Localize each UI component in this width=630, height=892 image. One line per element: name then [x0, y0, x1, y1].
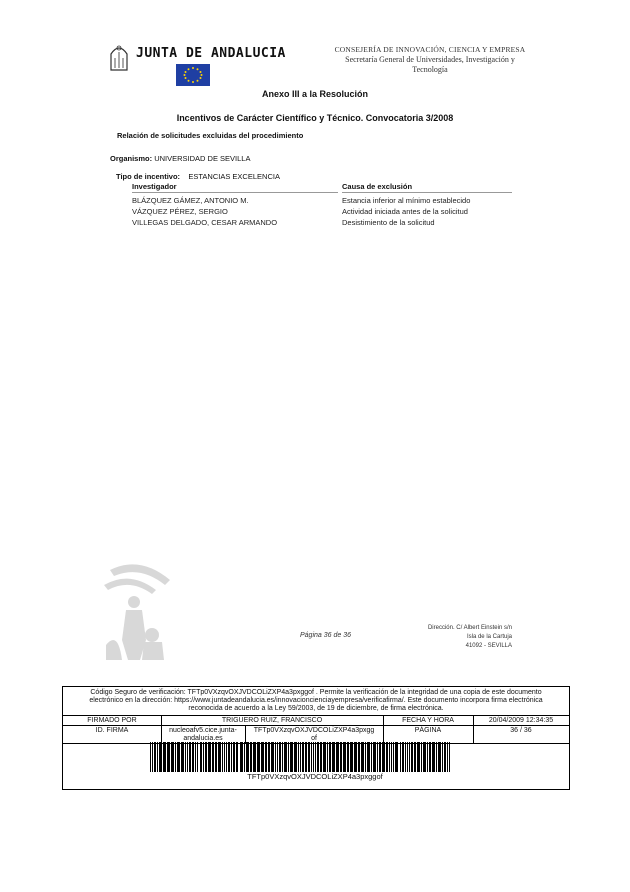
barcode-text: TFTp0VXzqvOXJVDCOLiZXP4a3pxggof	[247, 772, 383, 781]
annex-title: Anexo III a la Resolución	[261, 89, 369, 99]
divider	[132, 192, 338, 193]
secretaria-line1: Secretaría General de Universidades, Investigación y	[345, 55, 515, 64]
consejeria-block	[330, 45, 530, 75]
firmado-por-label: FIRMADO POR	[87, 717, 137, 724]
pagina-value: 36 / 36	[510, 727, 532, 734]
fecha-hora-value: 20/04/2009 12:34:35	[488, 717, 554, 724]
investigador-cell: VILLEGAS DELGADO, CESAR ARMANDO	[132, 218, 278, 227]
fecha-hora-label: FECHA Y HORA	[402, 717, 454, 724]
firmado-por-value: TRIGUERO RUIZ, FRANCISCO	[221, 717, 323, 724]
address-block	[420, 624, 512, 651]
id-firma-code-line1: TFTp0VXzqvOXJVDCOLiZXP4a3pxgg	[253, 727, 375, 734]
address-line1: Dirección. C/ Albert Einstein s/n	[427, 625, 512, 631]
tipo-incentivo-row	[116, 172, 280, 181]
table-row	[132, 207, 512, 218]
tipo-incentivo-label: Tipo de incentivo:	[116, 172, 181, 181]
table-row	[132, 218, 512, 229]
causa-cell: Estancia inferior al mínimo establecido	[342, 196, 471, 205]
divider	[342, 192, 512, 193]
verification-line2: electrónico en la dirección: https://www.juntadeandalucia.es/innovacioncienciayempresa/verificafirma/. Este documento incorpora firma electrónica	[89, 697, 543, 704]
id-firma-code-line2: of	[311, 735, 317, 742]
section-subtitle: Relación de solicitudes excluidas del procedimiento	[117, 131, 304, 140]
organismo-label: Organismo:	[110, 154, 153, 163]
address-line3: 41092 - SEVILLA	[465, 643, 512, 649]
id-firma-host	[161, 727, 245, 743]
divider	[63, 715, 569, 716]
organismo-value: UNIVERSIDAD DE SEVILLA	[154, 154, 251, 163]
pagina-label: PÁGINA	[414, 727, 442, 734]
secretaria-line2: Tecnología	[412, 65, 448, 74]
organismo-row	[110, 154, 250, 163]
junta-andalucia-logo	[108, 40, 286, 88]
investigador-cell: BLÁZQUEZ GÁMEZ, ANTONIO M.	[132, 196, 249, 205]
id-firma-host-line2: andalucia.es	[183, 735, 223, 742]
column-header-investigador: Investigador	[132, 182, 177, 191]
eu-flag-icon	[176, 64, 210, 86]
watermark-figure-icon	[100, 560, 180, 670]
investigador-cell: VÁZQUEZ PÉREZ, SERGIO	[132, 207, 228, 216]
id-firma-label: ID. FIRMA	[95, 727, 129, 734]
page-title: Incentivos de Carácter Científico y Técnico. Convocatoria 3/2008	[176, 113, 454, 123]
page-number: Página 36 de 36	[300, 632, 351, 639]
logo-text: JUNTA DE ANDALUCIA	[136, 46, 286, 61]
table-row	[132, 196, 512, 207]
table-header	[132, 182, 512, 193]
consejeria-title: CONSEJERÍA DE INNOVACIÓN, CIENCIA Y EMPRESA	[334, 45, 526, 54]
verification-line3: reconocida de acuerdo a la Ley 59/2003, de 19 de diciembre, de firma electrónica.	[188, 705, 444, 712]
id-firma-host-line1: nucleoafv5.cice.junta-	[169, 727, 237, 734]
column-header-causa: Causa de exclusión	[342, 182, 413, 191]
barcode-icon	[150, 742, 450, 772]
verification-text	[67, 689, 565, 713]
address-line2: Isla de la Cartuja	[466, 634, 512, 640]
causa-cell: Desistimiento de la solicitud	[342, 218, 435, 227]
verification-line1: Código Seguro de verificación: TFTp0VXzqvOXJVDCOLiZXP4a3pxggof . Permite la verificación de la integridad de una copia de este documento	[90, 689, 542, 696]
divider	[63, 725, 569, 726]
tipo-incentivo-value: ESTANCIAS EXCELENCIA	[188, 172, 280, 181]
causa-cell: Actividad iniciada antes de la solicitud	[342, 207, 468, 216]
crest-icon	[108, 40, 130, 74]
id-firma-code	[245, 727, 383, 743]
